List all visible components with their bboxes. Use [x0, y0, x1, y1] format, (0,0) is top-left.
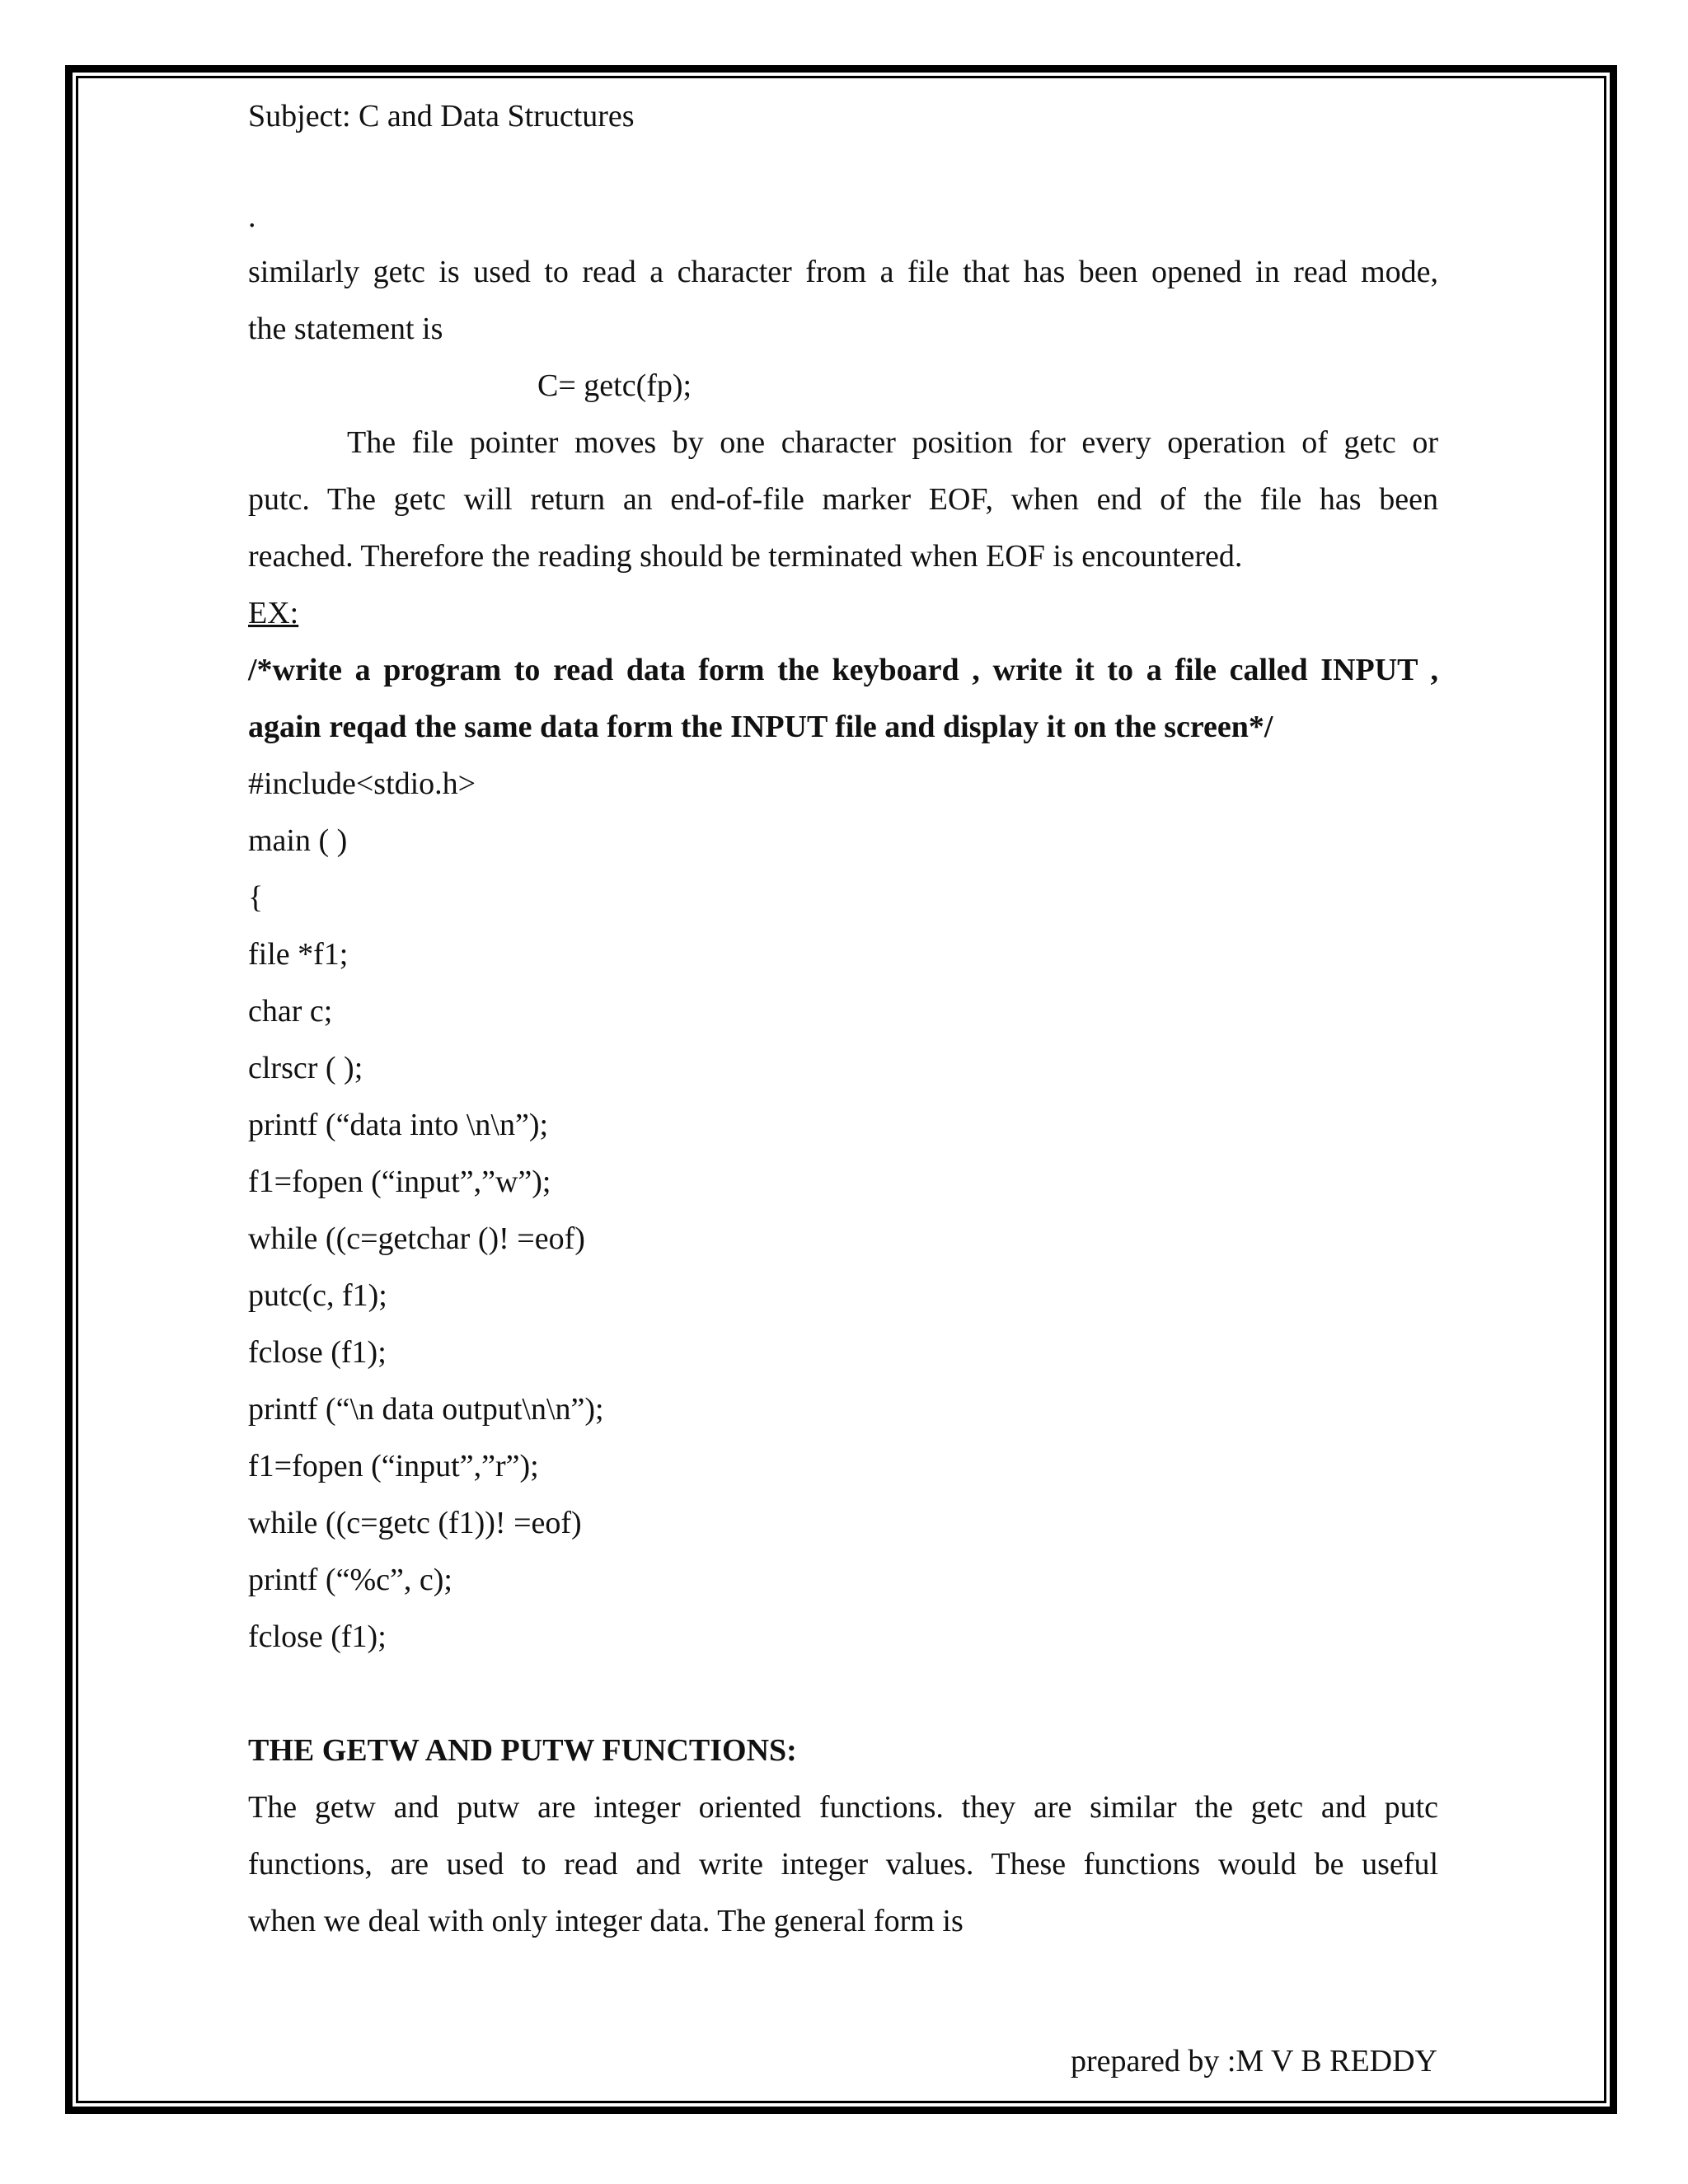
code-line: putc(c, f1);	[248, 1278, 387, 1313]
code-line: printf (“data into \n\n”);	[248, 1108, 549, 1142]
paragraph-line-3: reached. Therefore the reading should be terminated when EOF is encountered.	[248, 539, 1243, 574]
stray-dot: .	[248, 199, 256, 234]
getc-statement: C= getc(fp);	[537, 368, 692, 403]
code-line: f1=fopen (“input”,”w”);	[248, 1165, 551, 1199]
code-line: fclose (f1);	[248, 1335, 387, 1370]
section-line-2: functions, are used to read and write integer values. These functions would be useful	[248, 1847, 1438, 1882]
section-line-1: The getw and putw are integer oriented functions. they are similar the getc and putc	[248, 1790, 1438, 1825]
code-line: #include<stdio.h>	[248, 766, 476, 801]
comment-line-2: again reqad the same data form the INPUT file and display it on the screen*/	[248, 710, 1273, 744]
code-line: fclose (f1);	[248, 1619, 387, 1654]
code-line: while ((c=getchar ()! =eof)	[248, 1221, 585, 1256]
code-line: char c;	[248, 994, 333, 1029]
code-line: printf (“\n data output\n\n”);	[248, 1392, 604, 1427]
subject-header: Subject: C and Data Structures	[248, 99, 635, 134]
paragraph-line-2: putc. The getc will return an end-of-file marker EOF, when end of the file has been	[248, 482, 1438, 517]
code-line: file *f1;	[248, 937, 349, 972]
intro-line-1: similarly getc is used to read a character from a file that has been opened in read mode,	[248, 255, 1438, 289]
prepared-by-footer: prepared by :M V B REDDY	[1070, 2044, 1437, 2079]
code-line: while ((c=getc (f1))! =eof)	[248, 1506, 582, 1540]
code-line: clrscr ( );	[248, 1051, 363, 1085]
code-line: {	[248, 880, 264, 915]
paragraph-line-1: The file pointer moves by one character position for every operation of getc or	[347, 425, 1438, 460]
section-heading: THE GETW AND PUTW FUNCTIONS:	[248, 1733, 797, 1768]
section-line-3: when we deal with only integer data. The general form is	[248, 1904, 964, 1938]
comment-line-1: /*write a program to read data form the keyboard , write it to a file called INPUT ,	[248, 653, 1438, 687]
intro-line-2: the statement is	[248, 312, 443, 346]
code-line: f1=fopen (“input”,”r”);	[248, 1449, 539, 1483]
code-line: main ( )	[248, 823, 348, 858]
code-line: printf (“%c”, c);	[248, 1563, 452, 1597]
example-label: EX:	[248, 596, 299, 630]
